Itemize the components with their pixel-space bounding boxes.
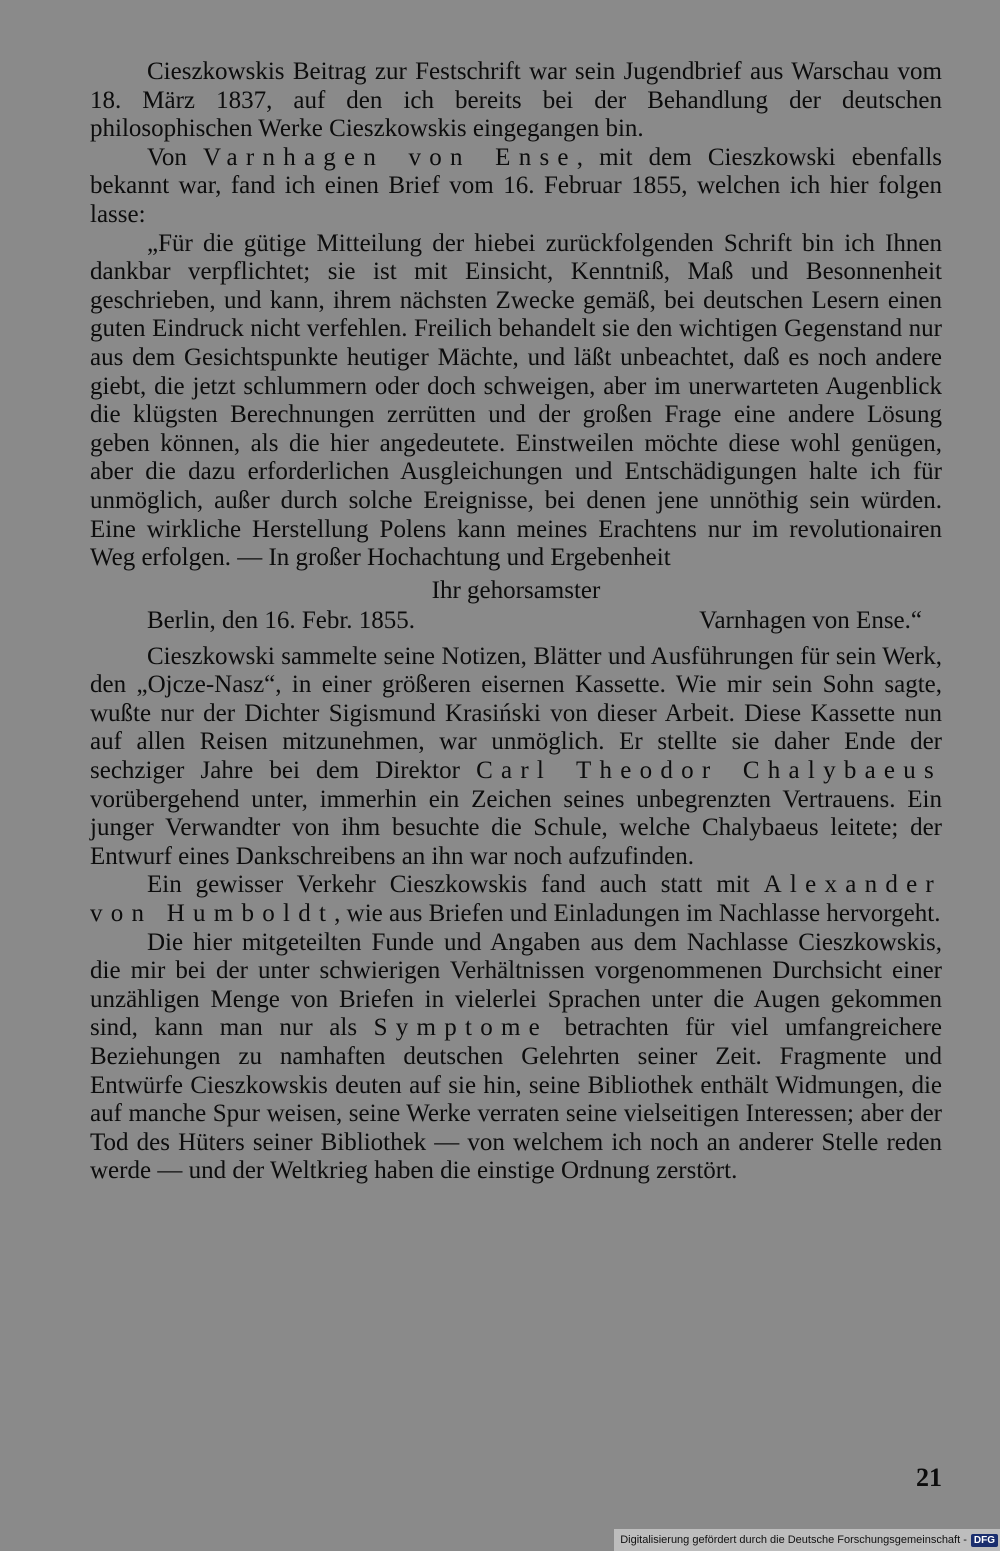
page-number: 21 — [916, 1463, 942, 1492]
paragraph-1: Cieszkowskis Beitrag zur Festschrift war sein Jugendbrief aus Warschau vom 18. März 1837, auf den ich bereits bei der Behandlung der deutschen philosophischen Werke Cieszkowskis eingegangen bin. — [90, 58, 942, 143]
name-humboldt: Alexander von Humboldt — [90, 871, 942, 928]
paragraph-3 — [90, 643, 942, 872]
paragraph-4-pre: Ein gewisser Verkehr Cieszkowskis fand auch statt mit — [147, 871, 764, 899]
paragraph-5-a: Die hier mitgeteilten Funde und Angaben aus dem Nachlasse Cieszkowskis, die mir bei der unter schwierigen Verhältnissen vorgenommenen Durchsicht einer unzähligen Menge von Briefen in vielerlei Sprachen unter die Augen gekommen sind, kann man nur als — [90, 928, 942, 1042]
document-page — [90, 58, 942, 1186]
paragraph-2 — [90, 144, 942, 230]
letter-signature: Varnhagen von Ense.“ — [699, 606, 922, 634]
footer-text: Digitalisierung gefördert durch die Deutsche Forschungsgemeinschaft - — [620, 1534, 967, 1546]
letter-place-date: Berlin, den 16. Febr. 1855. — [147, 606, 416, 634]
dfg-logo-icon: DFG — [971, 1534, 998, 1547]
paragraph-5 — [90, 929, 942, 1186]
paragraph-2-pre: Von — [147, 143, 203, 171]
paragraph-5-b: betrachten für viel umfangreichere Beziehungen zu namhaften deutschen Gelehrten seiner Zeit. Fragmente und Entwürfe Cieszkowskis deuten auf sie hin, seine Bibliothek enthält Widmungen, die auf manche Spur weisen, seine Werke verraten seine vielseitigen Interessen; aber der Tod des Hüters seiner Bibliothek — von welchem ich noch an anderer Stelle reden werde — und der Weltkrieg haben die einstige Ordnung zerstört. — [90, 1014, 942, 1185]
letter-quote: „Für die gütige Mitteilung der hiebei zurückfolgenden Schrift bin ich Ihnen dankbar verpflichtet; sie ist mit Einsicht, Kenntniß, Maß und Besonnenheit geschrieben, und kann, ihrem nächsten Zwecke gemäß, bei deutschen Lesern einen guten Eindruck nicht verfehlen. Freilich behandelt sie den wichtigen Gegenstand nur aus dem Gesichtspunkte heutiger Mächte, und läßt unbeachtet, daß es noch andere giebt, die jetzt schlummern oder doch schweigen, aber im unerwarteten Augenblick die klügsten Berechnungen zerrütten und der großen Frage eine andere Lösung geben können, als die hier angedeutete. Einstweilen möchte diese wohl genügen, aber die dazu erforderlichen Ausgleichungen und Entschädigungen halte ich für unmöglich, außer durch solche Ereignisse, bei denen jene unnöthig sein würden. Eine wirkliche Herstellung Polens kann meines Erachtens nur im revolutionairen Weg erfolgen. — In großer Hochachtung und Ergebenheit — [90, 229, 942, 572]
paragraph-3-a: Cieszkowski sammelte seine Notizen, Blätter und Ausführungen für sein Werk, den „Ojcze-Nasz“, in einer größeren eisernen Kassette. Wie mir sein Sohn sagte, wußte nur der Dichter Sigismund Krasiński von dieser Arbeit. Diese Kassette nun auf allen Reisen mitzunehmen, war unmöglich. Er stellte sie daher Ende der sechziger Jahre bei dem Direktor — [90, 642, 942, 785]
name-chalybaeus: Carl Theodor Chalybaeus — [476, 757, 942, 785]
digitization-footer — [614, 1529, 1000, 1551]
paragraph-4 — [90, 871, 942, 928]
word-symptome: Symptome — [373, 1014, 548, 1042]
letter-signature-line — [90, 607, 942, 637]
paragraph-2-post: , mit dem Cieszkowski ebenfalls bekannt war, fand ich einen Brief vom 16. Februar 1855, welchen ich hier folgen lasse: — [90, 143, 942, 228]
name-varnhagen: Varnhagen von Ense — [202, 143, 577, 171]
paragraph-4-post: , wie aus Briefen und Einladungen im Nachlasse hervorgeht. — [334, 900, 941, 928]
letter-closing: Ihr gehorsamster — [431, 576, 601, 604]
paragraph-3-b: vorübergehend unter, immerhin ein Zeichen seines unbegrenzten Vertrauens. Ein junger Verwandter von ihm besuchte die Schule, welche Chalybaeus leitete; der Entwurf eines Dankschreibens an ihn war noch aufzufinden. — [90, 785, 942, 870]
